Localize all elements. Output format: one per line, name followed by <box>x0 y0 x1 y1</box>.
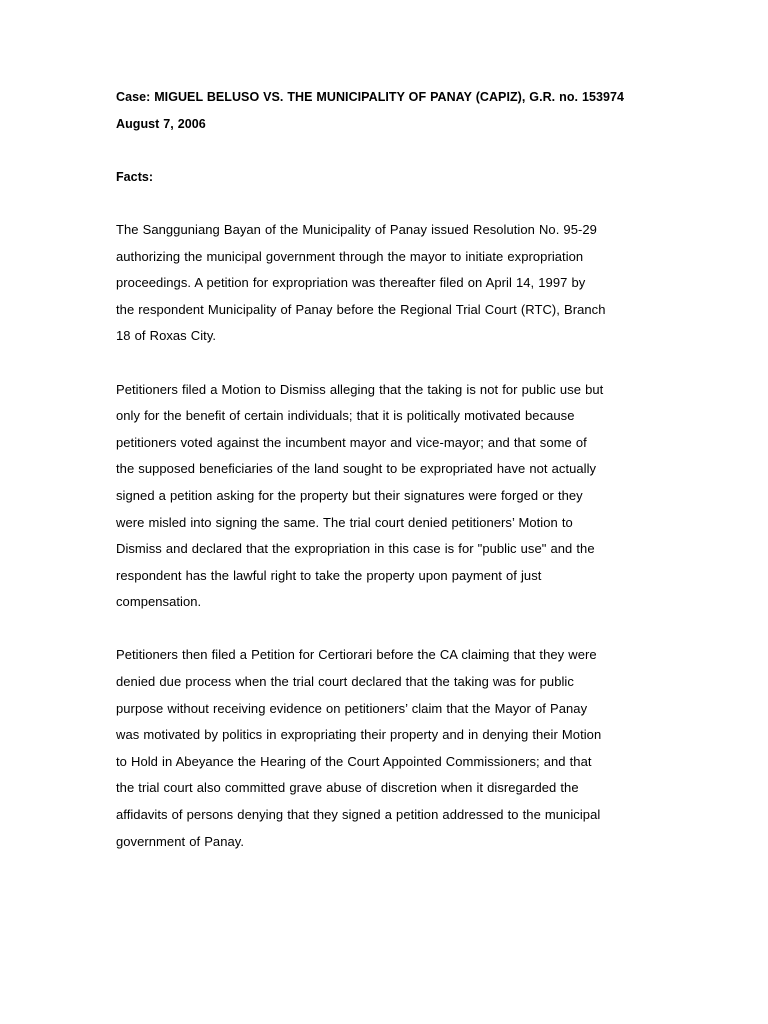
decision-date: August 7, 2006 <box>116 116 206 131</box>
spacer <box>116 616 656 643</box>
paragraph-line: 18 of Roxas City. <box>116 328 217 344</box>
paragraph-line: The Sangguniang Bayan of the Municipality of Panay issued Resolution No. 95-29 <box>116 221 597 237</box>
paragraph-line: the trial court also committed grave abuse of discretion when it disregarded the <box>116 780 579 796</box>
paragraph-line: the respondent Municipality of Panay before the Regional Trial Court (RTC), Branch <box>116 301 606 317</box>
paragraph-line: affidavits of persons denying that they signed a petition addressed to the municipal <box>116 807 601 823</box>
paragraph-line: petitioners voted against the incumbent mayor and vice-mayor; and that some of <box>116 434 587 450</box>
paragraph-line: Petitioners filed a Motion to Dismiss alleging that the taking is not for public use but <box>116 381 604 397</box>
paragraph-line: the supposed beneficiaries of the land sought to be expropriated have not actually <box>116 461 597 477</box>
document-body <box>116 84 656 855</box>
paragraph-line: purpose without receiving evidence on petitioners’ claim that the Mayor of Panay <box>116 700 588 716</box>
paragraph-line: respondent has the lawful right to take the property upon payment of just <box>116 567 542 583</box>
paragraph-1 <box>116 217 656 350</box>
spacer <box>116 137 656 164</box>
section-heading-facts: Facts: <box>116 169 154 184</box>
paragraph-3 <box>116 642 656 855</box>
paragraph-line: were misled into signing the same. The trial court denied petitioners’ Motion to <box>116 514 573 530</box>
paragraph-line: only for the benefit of certain individuals; that it is politically motivated because <box>116 408 575 424</box>
paragraph-line: authorizing the municipal government through the mayor to initiate expropriation <box>116 248 584 264</box>
spacer <box>116 190 656 217</box>
paragraph-line: to Hold in Abeyance the Hearing of the Court Appointed Commissioners; and that <box>116 753 592 769</box>
case-title: Case: MIGUEL BELUSO VS. THE MUNICIPALITY OF PANAY (CAPIZ), G.R. no. 153974 <box>116 90 624 104</box>
spacer <box>116 350 656 377</box>
paragraph-line: proceedings. A petition for expropriation was thereafter filed on April 14, 1997 by <box>116 275 586 291</box>
paragraph-line: compensation. <box>116 594 202 610</box>
paragraph-line: signed a petition asking for the property but their signatures were forged or they <box>116 487 583 503</box>
paragraph-line: Petitioners then filed a Petition for Certiorari before the CA claiming that they were <box>116 647 597 663</box>
paragraph-line: government of Panay. <box>116 833 245 849</box>
paragraph-2 <box>116 377 656 616</box>
paragraph-line: was motivated by politics in expropriating their property and in denying their Motion <box>116 727 602 743</box>
paragraph-line: denied due process when the trial court declared that the taking was for public <box>116 674 574 690</box>
paragraph-line: Dismiss and declared that the expropriation in this case is for "public use" and the <box>116 541 595 557</box>
